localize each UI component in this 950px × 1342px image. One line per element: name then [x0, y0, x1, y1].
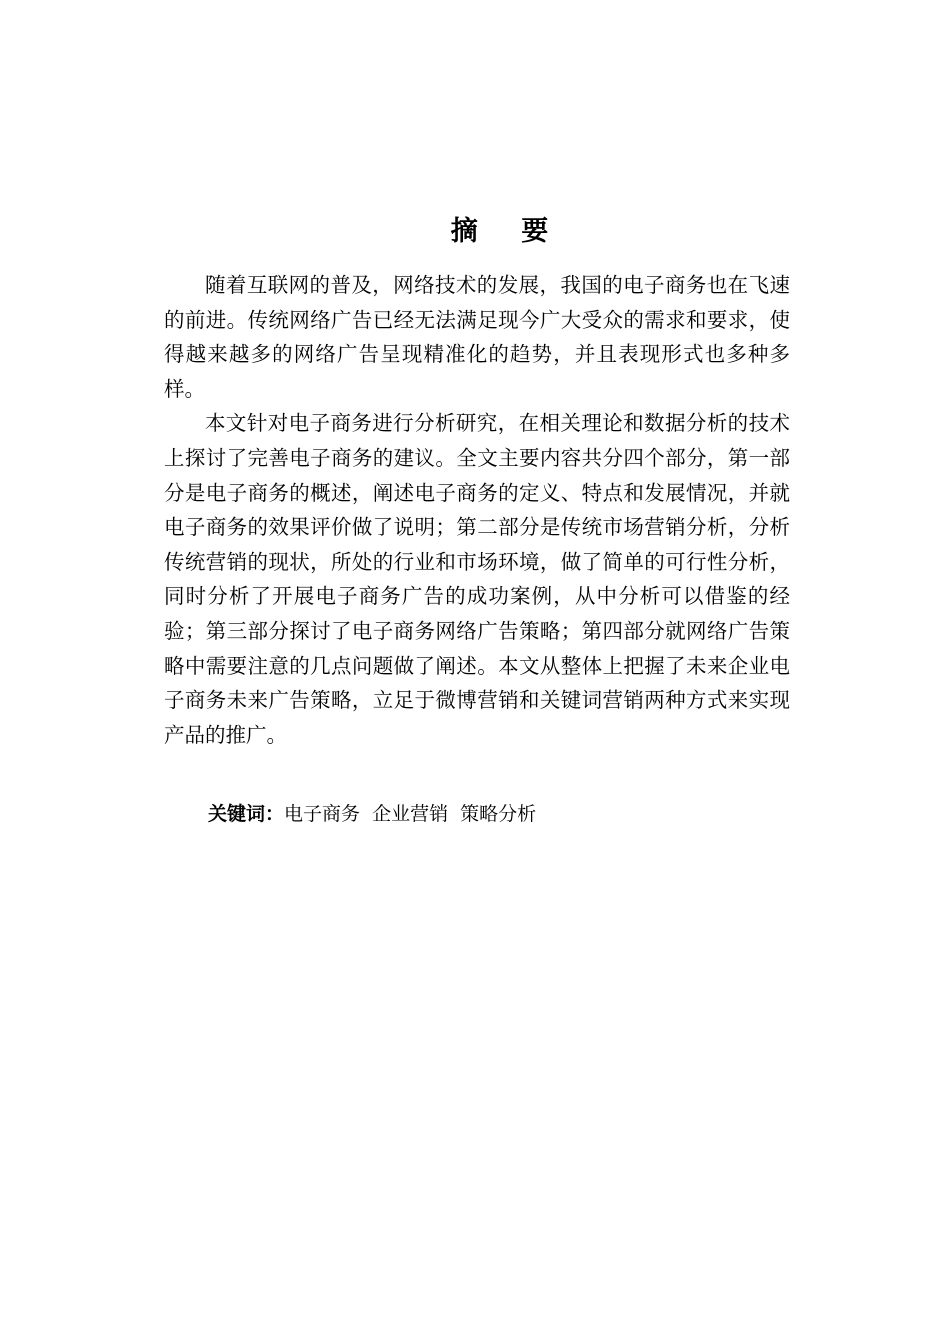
- abstract-paragraph-1: 随着互联网的普及，网络技术的发展，我国的电子商务也在飞速的前进。传统网络广告已经无法满足现今广大受众的需求和要求，使得越来越多的网络广告呈现精准化的趋势，并且表现形式也多种多样。: [164, 273, 790, 401]
- keywords-line: [208, 797, 808, 831]
- keywords-list: 电子商务 企业营销 策略分析: [284, 803, 537, 825]
- abstract-title: 摘 要: [450, 216, 566, 247]
- keywords-label: 关键词：: [208, 803, 285, 825]
- abstract-body: [164, 268, 790, 752]
- abstract-paragraph-2: 本文针对电子商务进行分析研究，在相关理论和数据分析的技术上探讨了完善电子商务的建议。全文主要内容共分四个部分，第一部分是电子商务的概述，阐述电子商务的定义、特点和发展情况，并就电子商务的效果评价做了说明；第二部分是传统市场营销分析，分析传统营销的现状，所处的行业和市场环境，做了简单的可行性分析，同时分析了开展电子商务广告的成功案例，从中分析可以借鉴的经验；第三部分探讨了电子商务网络广告策略；第四部分就网络广告策略中需要注意的几点问题做了阐述。本文从整体上把握了未来企业电子商务未来广告策略，立足于微博营销和关键词营销两种方式来实现产品的推广。: [164, 411, 790, 747]
